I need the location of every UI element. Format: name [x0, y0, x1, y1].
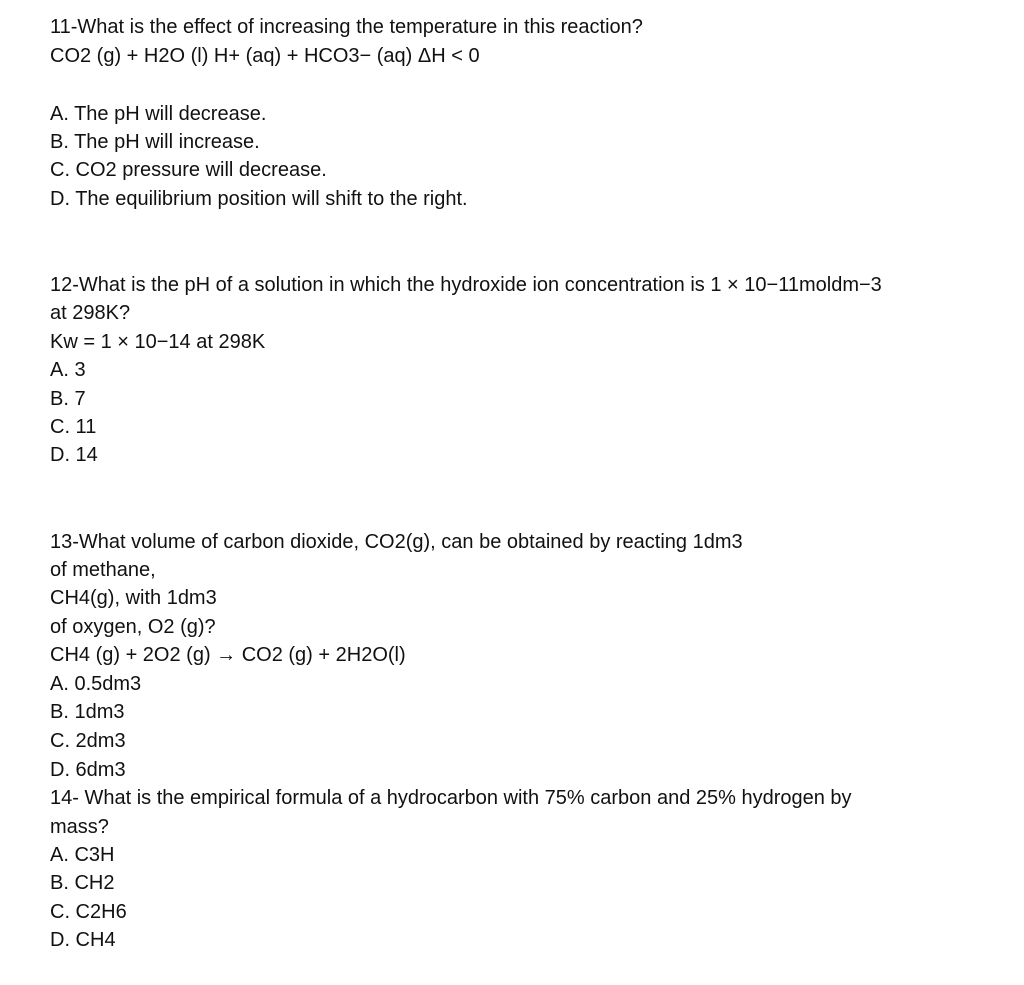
- question-13-option-d: D. 6dm3: [50, 759, 126, 781]
- question-13-prompt-line-3: CH4(g), with 1dm3: [50, 587, 217, 609]
- question-12-option-b: B. 7: [50, 388, 86, 410]
- question-13-option-a: A. 0.5dm3: [50, 673, 142, 695]
- question-11-option-b: B. The pH will increase.: [50, 131, 260, 153]
- question-12-given: Kw = 1 × 10−14 at 298K: [50, 331, 266, 353]
- question-12-option-c: C. 11: [50, 416, 97, 438]
- question-13-option-b: B. 1dm3: [50, 701, 125, 723]
- question-11-option-c: C. CO2 pressure will decrease.: [50, 159, 327, 181]
- question-12-prompt-line-1: 12-What is the pH of a solution in which the hydroxide ion concentration is 1 × 10−11moldm−3: [50, 274, 882, 296]
- question-13-prompt-line-1: 13-What volume of carbon dioxide, CO2(g), can be obtained by reacting 1dm3: [50, 531, 743, 553]
- question-14-option-a: A. C3H: [50, 844, 115, 866]
- question-14-prompt-line-2: mass?: [50, 816, 109, 838]
- question-11-option-a: A. The pH will decrease.: [50, 103, 267, 125]
- question-14-prompt-line-1: 14- What is the empirical formula of a hydrocarbon with 75% carbon and 25% hydrogen by: [50, 787, 852, 809]
- question-14-option-d: D. CH4: [50, 929, 116, 951]
- question-14-option-b: B. CH2: [50, 872, 115, 894]
- question-12-prompt-line-2: at 298K?: [50, 302, 131, 324]
- question-12-option-d: D. 14: [50, 444, 98, 466]
- question-13-prompt-line-2: of methane,: [50, 559, 156, 581]
- question-13-option-c: C. 2dm3: [50, 730, 126, 752]
- question-11-prompt: 11-What is the effect of increasing the temperature in this reaction?: [50, 16, 643, 38]
- question-13-prompt-line-4: of oxygen, O2 (g)?: [50, 616, 216, 638]
- question-12-option-a: A. 3: [50, 359, 86, 381]
- question-11-option-d: D. The equilibrium position will shift to the right.: [50, 188, 468, 210]
- question-13-equation: CH4 (g) + 2O2 (g) → CO2 (g) + 2H2O(l): [50, 644, 406, 666]
- question-11-equation: CO2 (g) + H2O (l) H+ (aq) + HCO3− (aq) ΔH < 0: [50, 45, 480, 67]
- question-14-option-c: C. C2H6: [50, 901, 127, 923]
